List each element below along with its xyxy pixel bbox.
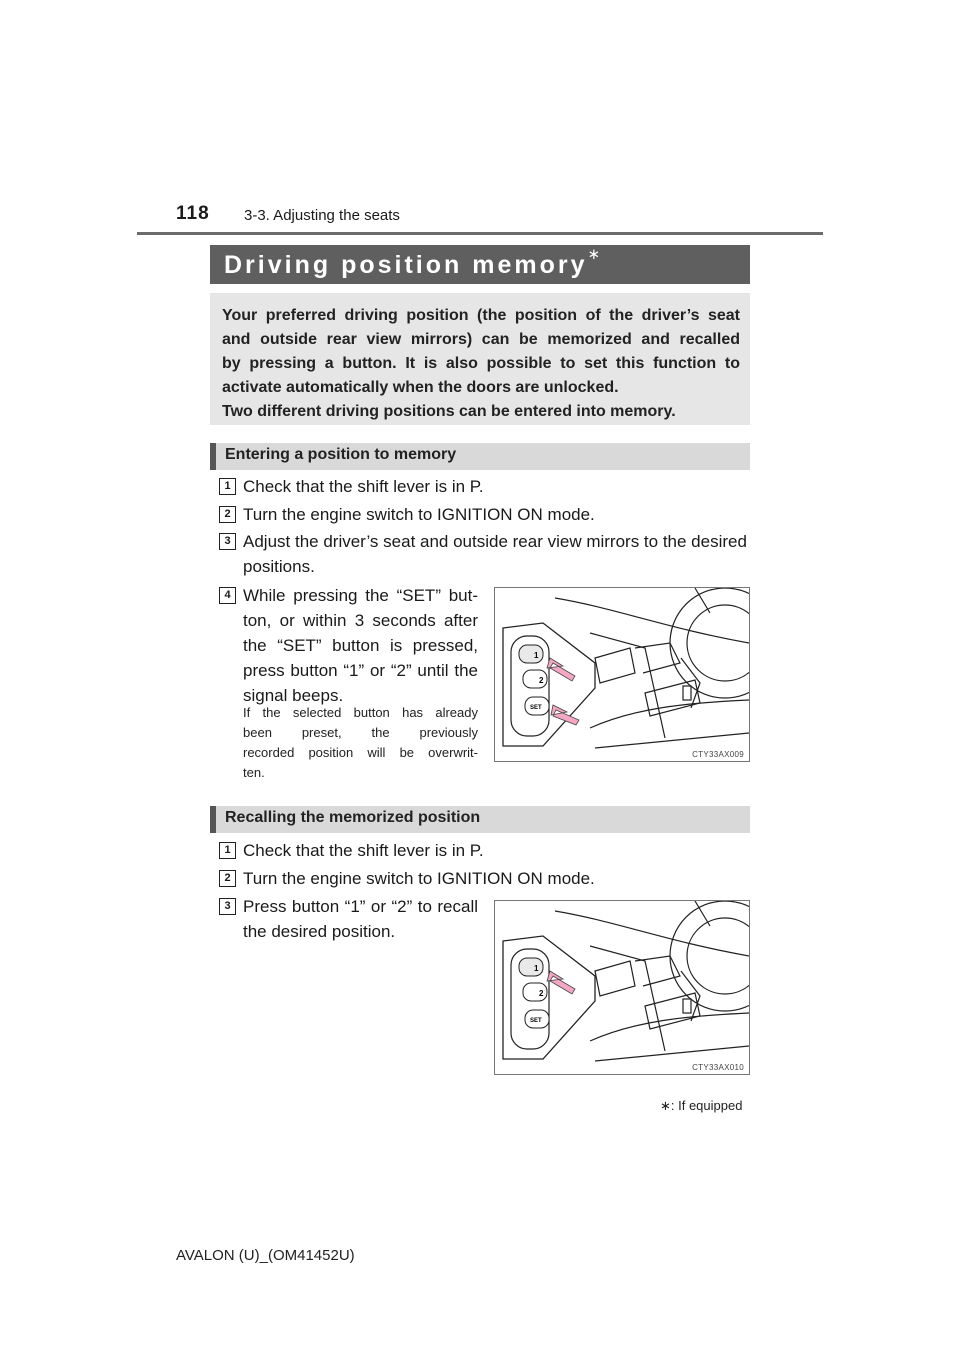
- overwrite-note: [243, 703, 478, 783]
- step-line: the “SET” button is pressed,: [243, 636, 478, 655]
- page-title: [224, 246, 604, 280]
- step-line: the desired position.: [243, 922, 396, 941]
- section-breadcrumb: 3-3. Adjusting the seats: [244, 207, 400, 224]
- step-line: press button “1” or “2” until the: [243, 661, 478, 680]
- step-line: positions.: [243, 557, 315, 576]
- recalling-heading-bar: [210, 806, 750, 833]
- step-text: Turn the engine switch to IGNITION ON mode.: [243, 505, 595, 524]
- set-memory-illustration: [494, 587, 750, 762]
- intro-line: Two different driving positions can be entered into memory.: [222, 403, 676, 420]
- page-title-text: Driving position memory: [224, 251, 588, 279]
- header-divider: [137, 232, 823, 235]
- note-line: ten.: [243, 765, 265, 780]
- step-text: Check that the shift lever is in P.: [243, 841, 484, 860]
- step-badge: 2: [219, 506, 236, 523]
- step-text: Turn the engine switch to IGNITION ON mode.: [243, 869, 595, 888]
- step-badge: 1: [219, 478, 236, 495]
- door-panel-drawing: [495, 588, 749, 761]
- step-line: Press button “1” or “2” to recall: [243, 897, 478, 916]
- set-button-label: SET: [530, 705, 542, 711]
- memory-button-1-label: 1: [534, 651, 539, 660]
- step-line: ton, or within 3 seconds after: [243, 611, 478, 630]
- page-number: 118: [176, 203, 210, 224]
- memory-button-1-label: 1: [534, 964, 539, 973]
- intro-line: Your preferred driving position (the position of the driver’s seat: [222, 307, 740, 324]
- step-badge: 3: [219, 533, 236, 550]
- memory-button-2-label: 2: [539, 676, 544, 685]
- note-line: recorded position will be overwrit-: [243, 745, 478, 760]
- footer-model-code: AVALON (U)_(OM41452U): [176, 1247, 355, 1264]
- step-text: [243, 894, 478, 944]
- figure-code: CTY33AX009: [692, 750, 744, 759]
- door-panel-drawing: [495, 901, 749, 1074]
- intro-box: [210, 293, 750, 425]
- note-line: been preset, the previously: [243, 725, 478, 740]
- figure-code: CTY33AX010: [692, 1063, 744, 1072]
- entering-heading: Entering a position to memory: [225, 446, 457, 463]
- switch-inset: [503, 936, 595, 1059]
- entering-heading-bar: [210, 443, 750, 470]
- recall-memory-illustration: [494, 900, 750, 1075]
- step-text: [243, 529, 746, 579]
- step-text: [243, 583, 478, 708]
- intro-line: and outside rear view mirrors) can be memorized and recalled: [222, 331, 740, 348]
- intro-line: activate automatically when the doors are unlocked.: [222, 379, 619, 396]
- switch-inset: [503, 623, 595, 746]
- step-text: Check that the shift lever is in P.: [243, 477, 484, 496]
- step-badge: 4: [219, 587, 236, 604]
- step-line: Adjust the driver’s seat and outside rear view mirrors to the desired: [243, 532, 747, 551]
- step-badge: 1: [219, 842, 236, 859]
- intro-line: by pressing a button. It is also possible to set this function to: [222, 355, 740, 372]
- recalling-heading: Recalling the memorized position: [225, 809, 481, 826]
- step-badge: 3: [219, 898, 236, 915]
- memory-button-2-label: 2: [539, 989, 544, 998]
- footnote: ∗: If equipped: [660, 1098, 743, 1113]
- step-badge: 2: [219, 870, 236, 887]
- set-button-label: SET: [530, 1018, 542, 1024]
- note-line: If the selected button has already: [243, 705, 478, 720]
- step-line: While pressing the “SET” but-: [243, 586, 478, 605]
- step-line: signal beeps.: [243, 686, 344, 705]
- title-bar: [210, 245, 750, 284]
- if-equipped-marker: ∗: [587, 246, 604, 263]
